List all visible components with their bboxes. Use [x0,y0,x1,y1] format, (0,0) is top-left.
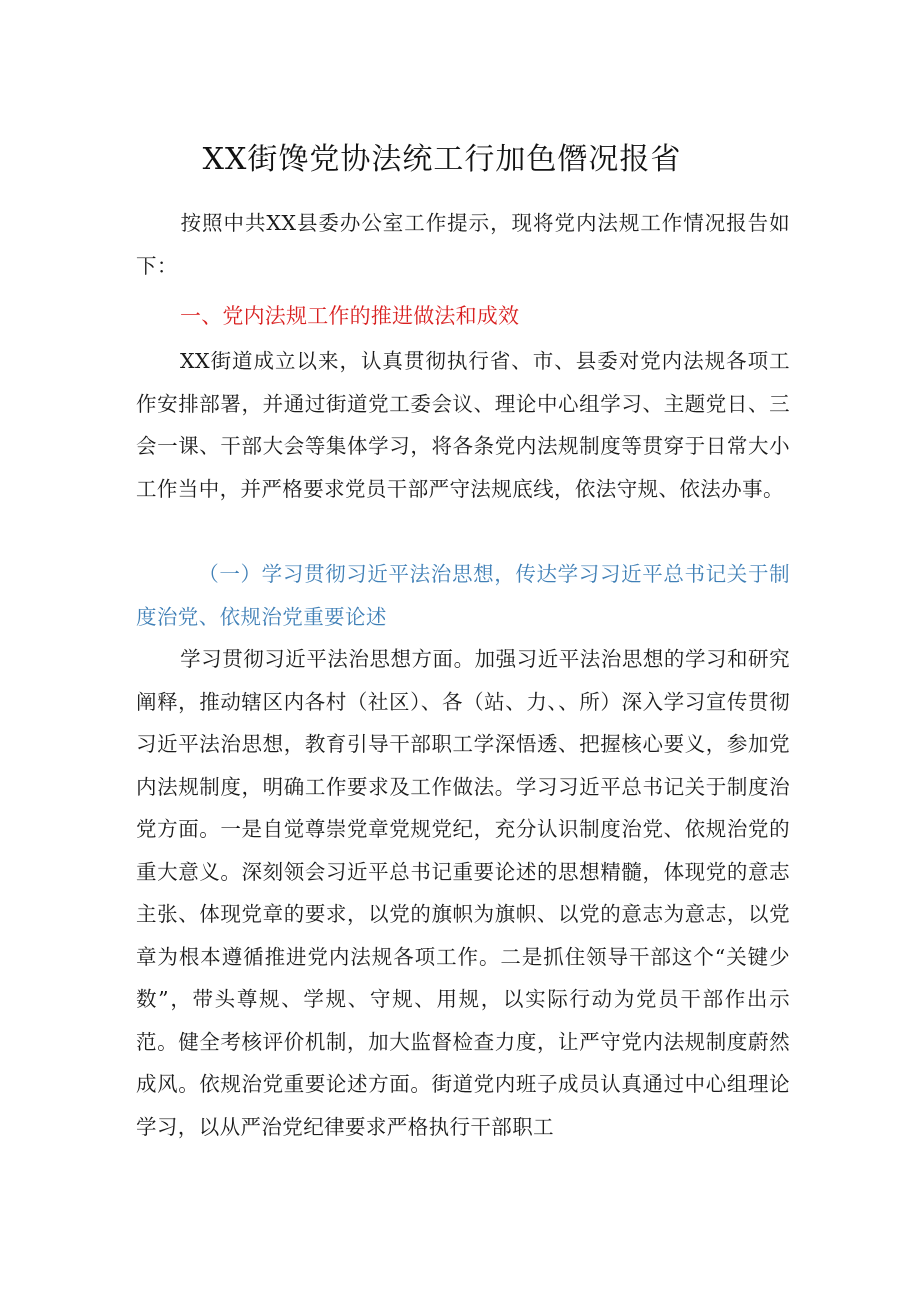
section1-text: XX街道成立以来，认真贯彻执行省、市、县委对党内法规各项工作安排部署，并通过街道党工委会议、理论中心组学习、主题党日、三会一课、干部大会等集体学习，将各条党内法规制度等贯穿于日常大小工作当中，并严格要求党员干部严守法规底线，依法守规、依法办事。 [136,349,790,501]
section1-paragraph [136,340,790,510]
subsection1-text: 学习贯彻习近平法治思想方面。加强习近平法治思想的学习和研究阐释，推动辖区内各村（社区）、各（站、力、、所）深入学习宣传贯彻习近平法治思想，教育引导干部职工学深悟透、把握核心要义，参加党内法规制度，明确工作要求及工作做法。学习习近平总书记关于制度治党方面。一是自觉尊崇党章党规党纪，充分认识制度治党、依规治党的重大意义。深刻领会习近平总书记重要论述的思想精髓，体现党的意志主张、体现党章的要求，以党的旗帜为旗帜、以党的意志为意志，以党章为根本遵循推进党内法规各项工作。二是抓住领导干部这个“关键少数”，带头尊规、学规、守规、用规，以实际行动为党员干部作出示范。健全考核评价机制，加大监督检查力度，让严守党内法规制度蔚然成风。依规治党重要论述方面。街道党内班子成员认真通过中心组理论学习，以从严治党纪律要求严格执行干部职工 [136,647,790,1139]
subsection-heading-1 [136,553,790,638]
document-title: XX街馋党协法统工行加色僭况报省 [202,142,682,177]
subsection1-paragraph [136,638,790,1148]
subsection1-heading-text: （一）学习贯彻习近平法治思想，传达学习习近平总书记关于制度治党、依规治党重要论述 [136,562,790,629]
intro-text: 按照中共XX县委办公室工作提示，现将党内法规工作情况报告如下： [136,211,790,278]
intro-paragraph [136,202,790,287]
section-heading-1: 一、党内法规工作的推进做法和成效 [180,304,520,328]
